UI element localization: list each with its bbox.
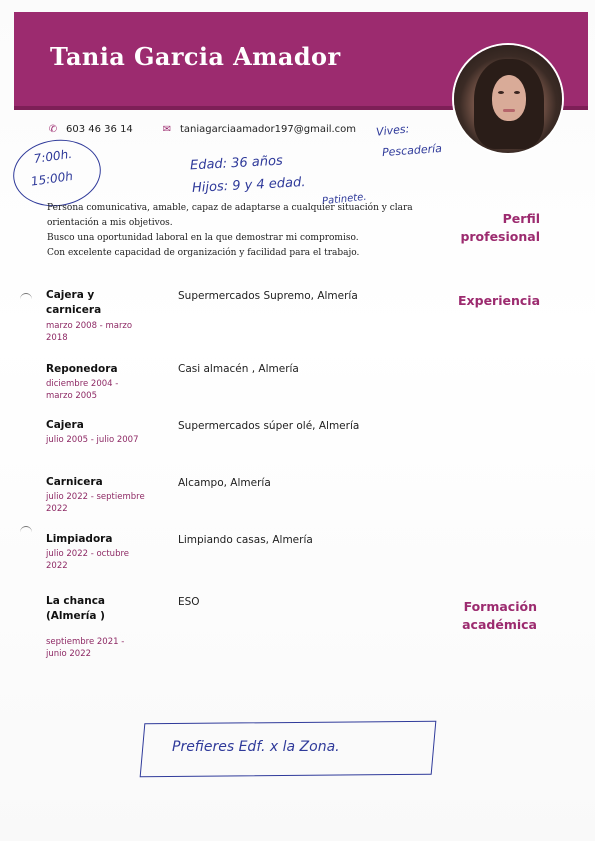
experience-role: Carnicera [46, 476, 103, 488]
experience-role: Cajera [46, 419, 84, 431]
email-address: taniagarciaamador197@gmail.com [180, 124, 357, 135]
handwritten-note: Prefieres Edf. x la Zona. [172, 739, 340, 755]
handwritten-children: Hijos: 9 y 4 edad. [191, 175, 306, 196]
experience-dates: marzo 2008 - marzo 2018 [46, 321, 133, 343]
contact-email [162, 124, 356, 135]
profile-photo [454, 45, 562, 153]
education-dates: septiembre 2021 - junio 2022 [46, 637, 125, 659]
experience-role: Reponedora [46, 363, 118, 375]
experience-place: Supermercados súper olé, Almería [178, 420, 360, 432]
profile-line: Persona comunicativa, amable, capaz de adaptarse a cualquier situación y clara [47, 203, 413, 213]
photo-eye-right [514, 91, 520, 94]
section-title-profile: Perfil profesional [460, 211, 540, 244]
bullet-icon [20, 293, 32, 306]
handwritten-patinete: Patinete. [321, 191, 368, 208]
profile-summary [47, 201, 427, 261]
experience-dates: julio 2005 - julio 2007 [46, 435, 139, 445]
profile-line: Con excelente capacidad de organización y facilidad para el trabajo. [47, 248, 360, 258]
education-school: La chanca (Almería ) [46, 595, 106, 622]
experience-dates: diciembre 2004 - marzo 2005 [46, 379, 119, 401]
experience-place: Limpiando casas, Almería [178, 534, 313, 546]
profile-line: orientación a mis objetivos. [47, 218, 173, 228]
section-title-education: Formación académica [462, 599, 537, 632]
experience-place: Casi almacén , Almería [178, 363, 299, 375]
profile-line: Busco una oportunidad laboral en la que demostrar mi compromiso. [47, 233, 359, 243]
experience-dates: julio 2022 - septiembre 2022 [46, 492, 145, 514]
education-degree: ESO [178, 596, 200, 608]
experience-place: Supermercados Supremo, Almería [178, 290, 358, 302]
photo-eye-left [498, 91, 504, 94]
envelope-icon: ✉ [162, 124, 172, 135]
handwritten-time-1: 7:00h. [32, 146, 73, 167]
candidate-name: Tania Garcia Amador [50, 42, 341, 71]
handwritten-time-2: 15:00h [29, 168, 74, 189]
phone-number: 603 46 36 14 [66, 124, 133, 135]
experience-place: Alcampo, Almería [178, 477, 271, 489]
experience-dates: julio 2022 - octubre 2022 [46, 549, 130, 571]
phone-icon: ✆ [48, 124, 58, 135]
bullet-icon [20, 526, 32, 539]
contact-phone [48, 124, 133, 135]
section-title-experience: Experiencia [458, 293, 540, 308]
experience-role: Limpiadora [46, 533, 113, 545]
handwritten-vives-value: Pescadería [381, 141, 443, 160]
handwritten-vives-label: Vives: [375, 122, 410, 139]
experience-role: Cajera y carnicera [46, 289, 102, 316]
photo-mouth [503, 109, 515, 112]
handwritten-age: Edad: 36 años [189, 153, 284, 174]
photo-face [492, 75, 526, 121]
